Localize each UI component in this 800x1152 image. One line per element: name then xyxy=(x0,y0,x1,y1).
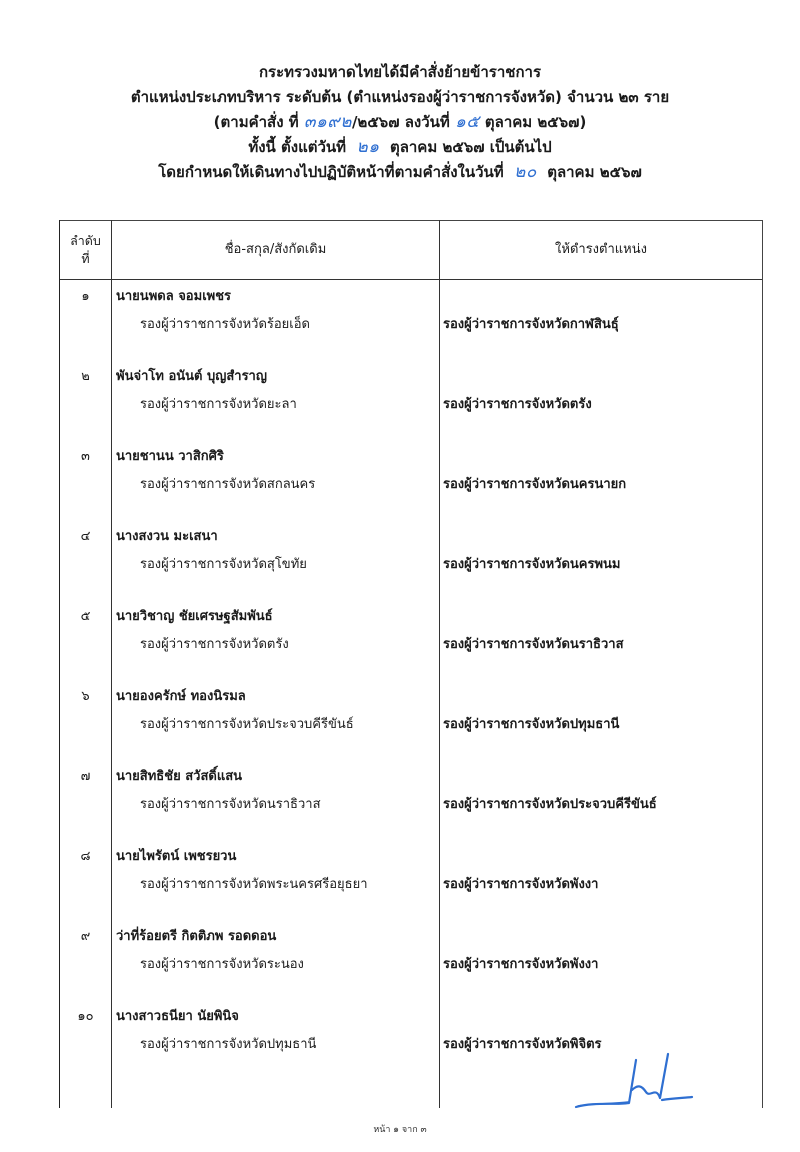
table-row xyxy=(60,287,762,367)
row-new-position: รองผู้ว่าราชการจังหวัดพิจิตร xyxy=(443,1037,602,1052)
travel-prefix: โดยกำหนดให้เดินทางไปปฏิบัติหน้าที่ตามคำสั่งในวันที่ xyxy=(158,163,504,181)
row-name: นายวิชาญ ชัยเศรษฐสัมพันธ์ xyxy=(116,609,273,624)
row-new-position: รองผู้ว่าราชการจังหวัดกาฬสินธุ์ xyxy=(443,317,619,332)
column-header-number-line2: ที่ xyxy=(81,250,90,266)
table-row xyxy=(60,367,762,447)
row-old-position: รองผู้ว่าราชการจังหวัดสกลนคร xyxy=(140,477,316,492)
row-new-position: รองผู้ว่าราชการจังหวัดนครพนม xyxy=(443,557,621,572)
effective-day-handwritten: ๒๑ xyxy=(356,137,380,157)
row-number: ๓ xyxy=(81,449,90,464)
row-name: นายชานน วาสิกศิริ xyxy=(116,449,224,464)
table-row xyxy=(60,927,762,1007)
document-header xyxy=(0,60,800,185)
row-name: นางสาวธนียา นัยพินิจ xyxy=(116,1009,239,1024)
row-new-position: รองผู้ว่าราชการจังหวัดประจวบคีรีขันธ์ xyxy=(443,797,657,812)
order-number-handwritten: ๓๑๙๒ xyxy=(303,112,352,132)
row-name: นายไพรัตน์ เพชรยวน xyxy=(116,849,237,864)
order-prefix: (ตามคำสั่ง ที่ xyxy=(213,113,299,131)
row-number: ๘ xyxy=(80,849,91,864)
row-name: พันจ่าโท อนันต์ บุญสำราญ xyxy=(116,369,267,384)
header-title: กระทรวงมหาดไทยได้มีคำสั่งย้ายข้าราชการ xyxy=(258,63,542,81)
row-number: ๑ xyxy=(81,289,90,304)
handwritten-signature-icon xyxy=(574,1050,694,1110)
row-new-position: รองผู้ว่าราชการจังหวัดพังงา xyxy=(443,877,599,892)
page-number: หน้า ๑ จาก ๓ xyxy=(373,1125,427,1135)
row-number: ๖ xyxy=(81,689,90,704)
transfer-table xyxy=(59,220,763,1108)
effective-prefix: ทั้งนี้ ตั้งแต่วันที่ xyxy=(248,138,347,156)
header-order-reference xyxy=(0,110,800,135)
row-old-position: รองผู้ว่าราชการจังหวัดนราธิวาส xyxy=(140,797,321,812)
table-row xyxy=(60,527,762,607)
header-subtitle: ตำแหน่งประเภทบริหาร ระดับต้น (ตำแหน่งรองผู้ว่าราชการจังหวัด) จำนวน ๒๓ ราย xyxy=(130,88,670,106)
row-name: นายสิทธิชัย สวัสดิ์แสน xyxy=(116,769,243,784)
header-effective-date xyxy=(0,135,800,160)
travel-day-handwritten: ๒๐ xyxy=(514,162,537,182)
row-new-position: รองผู้ว่าราชการจังหวัดนครนายก xyxy=(443,477,627,492)
row-old-position: รองผู้ว่าราชการจังหวัดตรัง xyxy=(140,637,289,652)
row-name: นายนพดล จอมเพชร xyxy=(116,289,232,304)
row-number: ๕ xyxy=(80,609,91,624)
row-old-position: รองผู้ว่าราชการจังหวัดพระนครศรีอยุธยา xyxy=(140,877,368,892)
order-year: /๒๕๖๗ ลงวันที่ xyxy=(351,113,450,131)
row-number: ๔ xyxy=(80,529,91,544)
order-suffix: ตุลาคม ๒๕๖๗) xyxy=(484,113,587,131)
column-header-name: ชื่อ-สกุล/สังกัดเดิม xyxy=(224,241,327,257)
travel-suffix: ตุลาคม ๒๕๖๗ xyxy=(547,163,642,181)
row-new-position: รองผู้ว่าราชการจังหวัดพังงา xyxy=(443,957,599,972)
header-travel-date xyxy=(0,160,800,185)
row-old-position: รองผู้ว่าราชการจังหวัดประจวบคีรีขันธ์ xyxy=(140,717,354,732)
row-name: ว่าที่ร้อยตรี กิตติภพ รอดดอน xyxy=(116,929,277,944)
table-row xyxy=(60,847,762,927)
table-header-border xyxy=(60,279,762,280)
table-row xyxy=(60,767,762,847)
effective-suffix: ตุลาคม ๒๕๖๗ เป็นต้นไป xyxy=(389,138,552,156)
table-row xyxy=(60,447,762,527)
row-old-position: รองผู้ว่าราชการจังหวัดยะลา xyxy=(140,397,297,412)
column-header-number xyxy=(60,220,111,279)
row-name: นางสงวน มะเสนา xyxy=(116,529,218,544)
column-header-new-position: ให้ดำรงตำแหน่ง xyxy=(555,241,647,257)
row-name: นายองครักษ์ ทองนิรมล xyxy=(116,689,246,704)
row-number: ๑๐ xyxy=(77,1009,94,1024)
table-row xyxy=(60,687,762,767)
column-header-number-line1: ลำดับ xyxy=(70,232,101,248)
row-old-position: รองผู้ว่าราชการจังหวัดปทุมธานี xyxy=(140,1037,317,1052)
row-new-position: รองผู้ว่าราชการจังหวัดปทุมธานี xyxy=(443,717,620,732)
row-old-position: รองผู้ว่าราชการจังหวัดระนอง xyxy=(140,957,304,972)
row-number: ๒ xyxy=(81,369,90,384)
row-number: ๙ xyxy=(80,929,91,944)
row-old-position: รองผู้ว่าราชการจังหวัดร้อยเอ็ด xyxy=(140,317,310,332)
order-day-handwritten: ๑๕ xyxy=(455,112,480,132)
table-row xyxy=(60,607,762,687)
row-old-position: รองผู้ว่าราชการจังหวัดสุโขทัย xyxy=(140,557,307,572)
row-new-position: รองผู้ว่าราชการจังหวัดตรัง xyxy=(443,397,592,412)
row-new-position: รองผู้ว่าราชการจังหวัดนราธิวาส xyxy=(443,637,624,652)
row-number: ๗ xyxy=(80,769,91,784)
